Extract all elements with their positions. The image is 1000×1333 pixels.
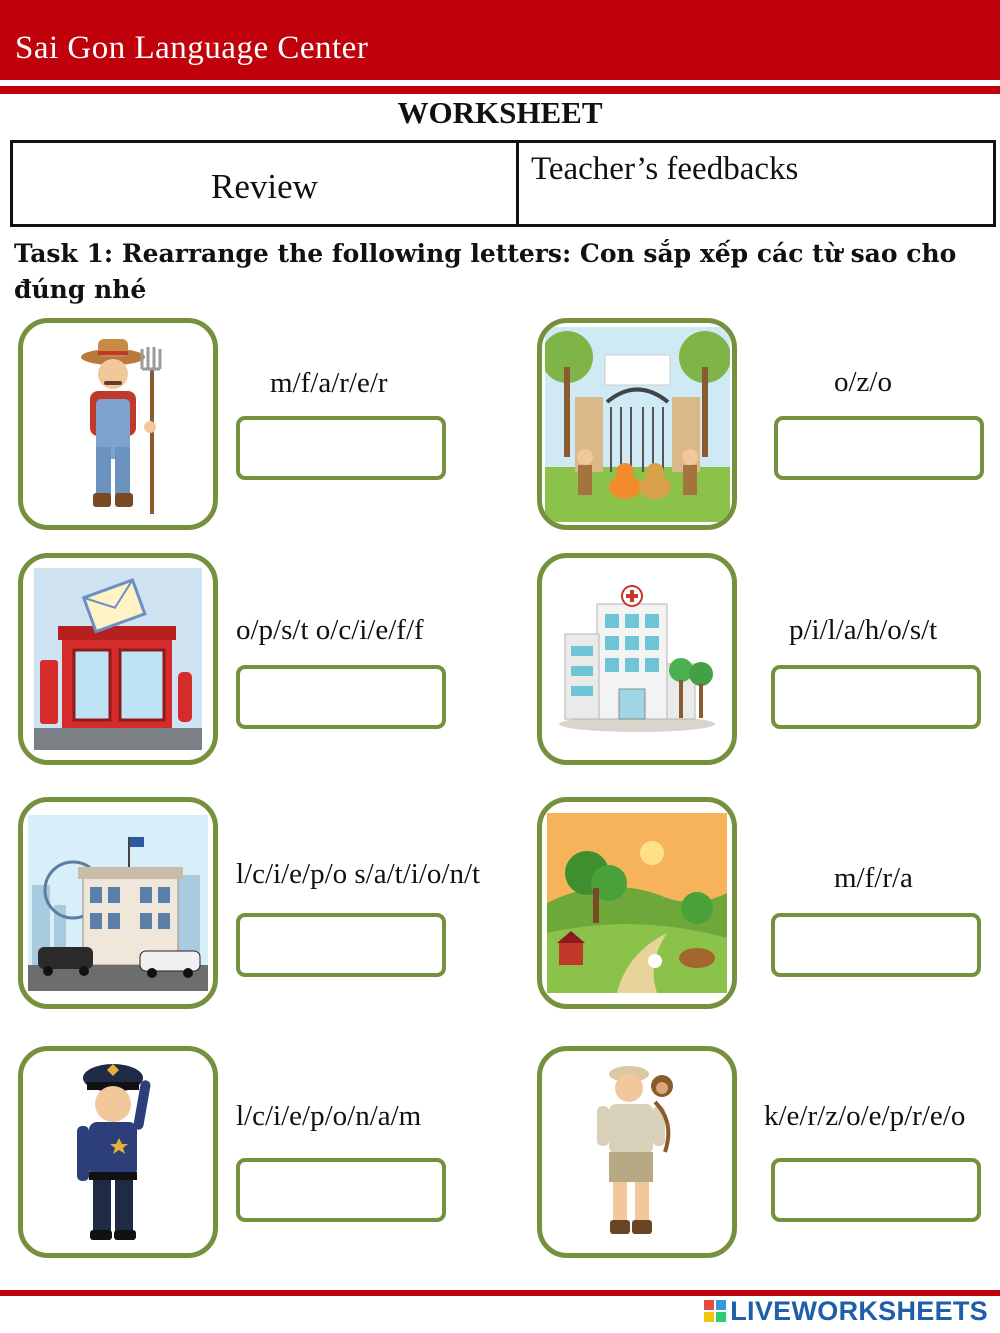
zookeeper-picture (537, 1046, 737, 1258)
answer-box[interactable] (771, 665, 981, 729)
clue-text: k/e/r/z/o/e/p/r/e/o (764, 1100, 966, 1132)
feedback-cell: Teacher’s feedbacks (531, 151, 799, 187)
liveworksheets-logo (704, 1294, 988, 1328)
farm-picture (537, 797, 737, 1009)
info-table (10, 140, 996, 227)
clue-text: o/z/o (834, 366, 892, 398)
clue-text: m/f/r/a (834, 862, 913, 894)
task-title: Task 1: Rearrange the following letters: Con sắp xếp các từ sao cho đúng nhé (14, 239, 957, 304)
clue-text: l/c/i/e/p/o/n/a/m (236, 1100, 422, 1132)
clue-text: l/c/i/e/p/o s/a/t/i/o/n/t (236, 858, 481, 890)
clue-text: m/f/a/r/e/r (270, 367, 388, 399)
clue-text: p/i/l/a/h/o/s/t (789, 614, 938, 646)
farmer-picture (18, 318, 218, 530)
answer-box[interactable] (236, 416, 446, 480)
answer-box[interactable] (236, 913, 446, 977)
answer-box[interactable] (236, 1158, 446, 1222)
answer-box[interactable] (771, 913, 981, 977)
hospital-picture (537, 553, 737, 765)
header-bar (0, 0, 1000, 86)
answer-box[interactable] (771, 1158, 981, 1222)
logo-grid-icon (704, 1300, 726, 1322)
policeman-picture (18, 1046, 218, 1258)
police-station-picture (18, 797, 218, 1009)
header-title: Sai Gon Language Center (15, 30, 369, 66)
brand-text: LIVEWORKSHEETS (730, 1295, 988, 1326)
review-cell: Review (13, 143, 519, 224)
worksheet-title: WORKSHEET (397, 95, 603, 130)
answer-box[interactable] (236, 665, 446, 729)
answer-box[interactable] (774, 416, 984, 480)
zoo-picture (537, 318, 737, 530)
clue-text: o/p/s/t o/c/i/e/f/f (236, 614, 424, 646)
post-office-picture (18, 553, 218, 765)
